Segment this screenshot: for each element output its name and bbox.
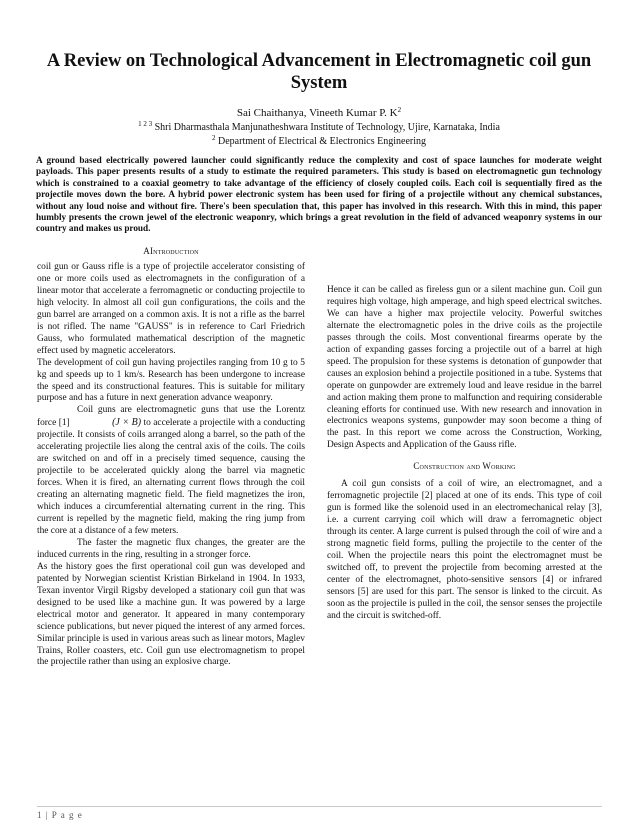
authors-text: Sai Chaithanya, Vineeth Kumar P. K	[236, 107, 398, 119]
construction-paragraph: A coil gun consists of a coil of wire, an electromagnet, and a ferromagnetic projectile [2] placed at one of its ends. This type of coil gun is formed like the solenoid used in an electromechanical relay [3], i.e. a current carrying coil which will draw a ferromagnetic object through its center. A large current is pulsed through the coil of wire and a strong magnetic field forms, pulling the projectile to the center of the coil. When the projectile nears this point the electromagnet must be switched off, to prevent the projectile from becoming arrested at the center of the electromagnet, photo-sensitive sensors [4] or infrared sensors [5] are used for this part. The sensor is linked to the circuit. As soon as the projectile is pulled in the coil, the sensor senses the projectile and the circuit is switched-off.	[327, 479, 602, 621]
intro-paragraph-2: The development of coil gun having projectiles ranging from 10 g to 5 kg and speeds up to 1 km/s. Research has been undergone to increase the speed and its constructional features. This is suitable for military purpose and has a future in next generation advance weaponry.	[37, 357, 305, 404]
right-paragraph-1: Hence it can be called as fireless gun or a silent machine gun. Coil gun requires high voltage, high amperage, and high speed electrical switches. We can have a higher max projectile velocity. Powerful switches alternate the electromagnetic poles in the drive coils as the projectile passes through the coils. Most conventional firearms operate by the action of expanding gasses forcing a projectile out of a barrel at high speed. The propulsion for these systems is detonation of gunpowder that causes an explosion behind a projectile positioned in a tube. Systems that operate on gunpowder are extremely loud and leave residue in the barrel and action making them prone to malfunction and requiring considerable cleaning efforts for continued use. With new research and innovation in electronics weapons systems, gunpowder may soon become a thing of the past. In this report we come across the Construction, Working, Design Aspects and Application of the Gauss rifle.	[327, 285, 602, 451]
lorentz-text-before: Coil guns are electromagnetic guns that use the Lorentz force [1]	[37, 405, 305, 429]
intro-paragraph-5: As the history goes the first operational coil gun was developed and patented by Norwegian scientist Kristian Birkeland in 1904. In 1933, Texan inventor Virgil Rigsby developed a stationary coil gun that was designed to be used like a machine gun. It was powered by a large electrical motor and generator. It appeared in many contemporary science publications, but never piqued the interest of any armed forces. Similar principle is used in various areas such as linear motors, Maglev Trains, Roller coasters, etc. Coil gun use electromagnetism to propel the projectile rather than using an explosive charge.	[37, 561, 305, 668]
intro-paragraph-4: The faster the magnetic flux changes, the greater are the induced currents in the ring, resulting in a stronger force.	[37, 537, 305, 560]
paper-authors	[40, 107, 598, 120]
affiliation-superscript: 1 2 3	[138, 120, 153, 128]
affiliation-text: Shri Dharmasthala Manjunatheshwara Institute of Technology, Ujire, Karnataka, India	[154, 122, 500, 133]
department-text: Department of Electrical & Electronics Engineering	[218, 136, 426, 147]
footer-divider	[37, 806, 602, 807]
introduction-heading: AIntroduction	[143, 246, 199, 256]
intro-paragraph-3	[37, 405, 305, 537]
paper-department	[40, 136, 598, 148]
intro-paragraph-1: coil gun or Gauss rifle is a type of projectile accelerator consisting of one or more coils used as electromagnets in the configuration of a linear motor that accelerate a ferromagnetic or conducting projectile to high velocity. In almost all coil gun configurations, the coils and the gun barrel are arranged on a common axis. It is not a rifle as the barrel is not rifled. The name "GAUSS" is in reference to Carl Friedrich Gauss, who formulated mathematical description of the magnetic effect used by magnetic accelerators.	[37, 262, 305, 356]
lorentz-text-after: to accelerate a projectile with a conducting projectile. It consists of coils arranged along a barrel, so the path of the accelerating projectile lies along the central axis of the coils. The coils are switched on and off in a precisely timed sequence, causing the projectile to be accelerated quickly along the barrel via magnetic forces. When it is fired, an alternating current flows through the coil creating an alternating magnetic field. The field magnetizes the iron, which induces a circumferential alternating current in the ring. This current is repelled by the magnetic field, making the ring jump from the core at a distance of a few meters.	[37, 418, 306, 536]
construction-heading: Construction and Working	[413, 461, 516, 472]
abstract: A ground based electrically powered launcher could significantly reduce the complexity and cost of space launches for moderate weight payloads. This paper presents results of a study to estimate the required parameters. This study is based on electromagnetic gun technology which is constrained to a coaxial geometry to take advantage of the efficiency of closely coupled coils. Each coil is sequentially fired as the projectile moves down the bore. A hybrid power electronic system has been used for firing of a projectile without any chemical substances, without any loud noise and without fire. There's been speculation that, this paper has involved in this research. With this in mind, this paper humbly presents the crown jewel of the electronic weaponry, which brings a great revolution in the field of advanced weaponry systems in our country and makes us proud.	[36, 155, 602, 234]
lorentz-equation: (J × B)	[112, 417, 142, 429]
right-column	[327, 285, 602, 623]
paper-affiliation	[40, 122, 598, 134]
left-column	[37, 262, 305, 669]
authors-superscript: 2	[397, 106, 402, 114]
paper-title: A Review on Technological Advancement in Electromagnetic coil gun System	[46, 51, 592, 93]
page-number: 1 | P a g e	[37, 810, 83, 820]
department-superscript: 2	[212, 134, 216, 142]
